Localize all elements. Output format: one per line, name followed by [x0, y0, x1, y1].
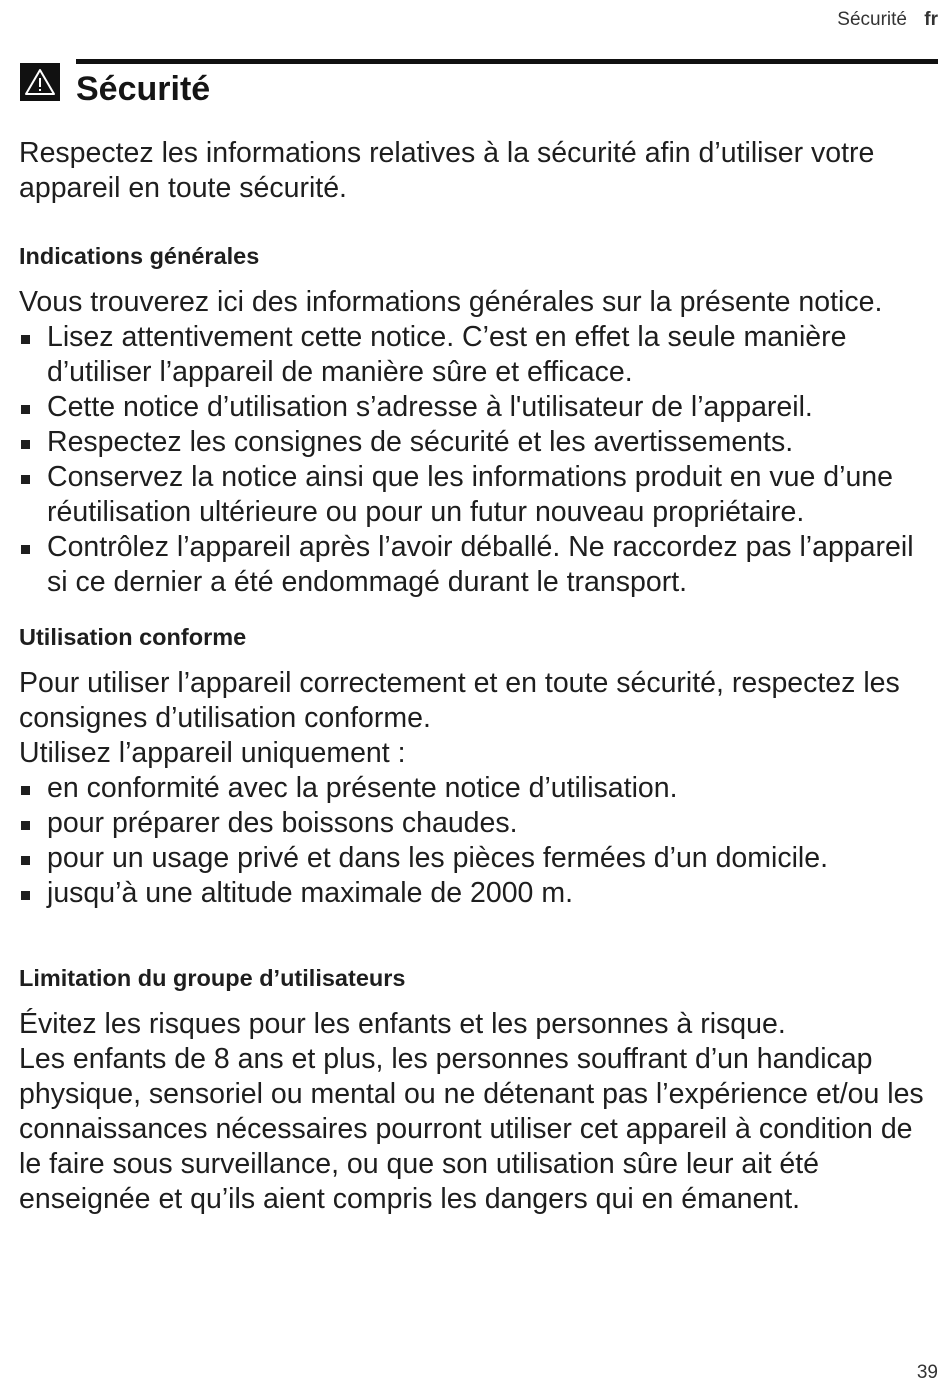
list-item: en conformité avec la présente notice d’utilisation. — [19, 771, 939, 806]
general-paragraph: Vous trouverez ici des informations générales sur la présente notice. — [19, 286, 883, 318]
header-section: Sécurité — [837, 9, 907, 30]
page-number: 39 — [916, 1362, 938, 1383]
general-list — [19, 320, 939, 600]
general-heading: Indications générales — [19, 243, 260, 269]
list-item: Respectez les consignes de sécurité et les avertissements. — [19, 425, 939, 460]
bullet-icon — [21, 821, 30, 830]
list-item: Cette notice d’utilisation s’adresse à l'utilisateur de l’appareil. — [19, 390, 939, 425]
bullet-icon — [21, 475, 30, 484]
bullet-icon — [21, 335, 30, 344]
list-item: Lisez attentivement cette notice. C’est en effet la seule manière d’utiliser l’appareil de manière sûre et efficace. — [19, 320, 939, 390]
main-content — [19, 136, 939, 1217]
list-item: Conservez la notice ainsi que les informations produit en vue d’une réutilisation ultérieure ou pour un futur nouveau propriétaire. — [19, 460, 939, 530]
list-item: Contrôlez l’appareil après l’avoir déballé. Ne raccordez pas l’appareil si ce dernier a été endommagé durant le transport. — [19, 530, 939, 600]
bullet-icon — [21, 545, 30, 554]
intro-paragraph: Respectez les informations relatives à la sécurité afin d’utiliser votre appareil en toute sécurité. — [19, 137, 875, 204]
bullet-icon — [21, 891, 30, 900]
limitation-heading: Limitation du groupe d’utilisateurs — [19, 965, 406, 991]
page-title: Sécurité — [76, 70, 211, 108]
bullet-icon — [21, 856, 30, 865]
bullet-icon — [21, 405, 30, 414]
limitation-paragraph-1: Évitez les risques pour les enfants et les personnes à risque. — [19, 1008, 786, 1040]
usage-intro-line: Utilisez l’appareil uniquement : — [19, 737, 406, 769]
list-item: jusqu’à une altitude maximale de 2000 m. — [19, 876, 939, 911]
bullet-icon — [21, 440, 30, 449]
title-rule — [76, 59, 938, 64]
header-lang: fr — [924, 9, 938, 30]
list-item: pour préparer des boissons chaudes. — [19, 806, 939, 841]
warning-triangle-icon — [20, 63, 60, 101]
bullet-icon — [21, 786, 30, 795]
list-item: pour un usage privé et dans les pièces fermées d’un domicile. — [19, 841, 939, 876]
usage-heading: Utilisation conforme — [19, 624, 247, 650]
limitation-paragraph-2: Les enfants de 8 ans et plus, les personnes souffrant d’un handicap physique, sensoriel ou mental ou ne détenant pas l’expérience et/ou les connaissances nécessaires pourront utiliser cet appareil à condition de le faire sous surveillance, ou que son utilisation sûre leur ait été enseignée et qu’ils aient compris les dangers qui en émanent. — [19, 1043, 924, 1215]
running-header — [837, 9, 938, 31]
usage-paragraph: Pour utiliser l’appareil correctement et en toute sécurité, respectez les consignes d’utilisation conforme. — [19, 667, 900, 734]
usage-list — [19, 771, 939, 911]
